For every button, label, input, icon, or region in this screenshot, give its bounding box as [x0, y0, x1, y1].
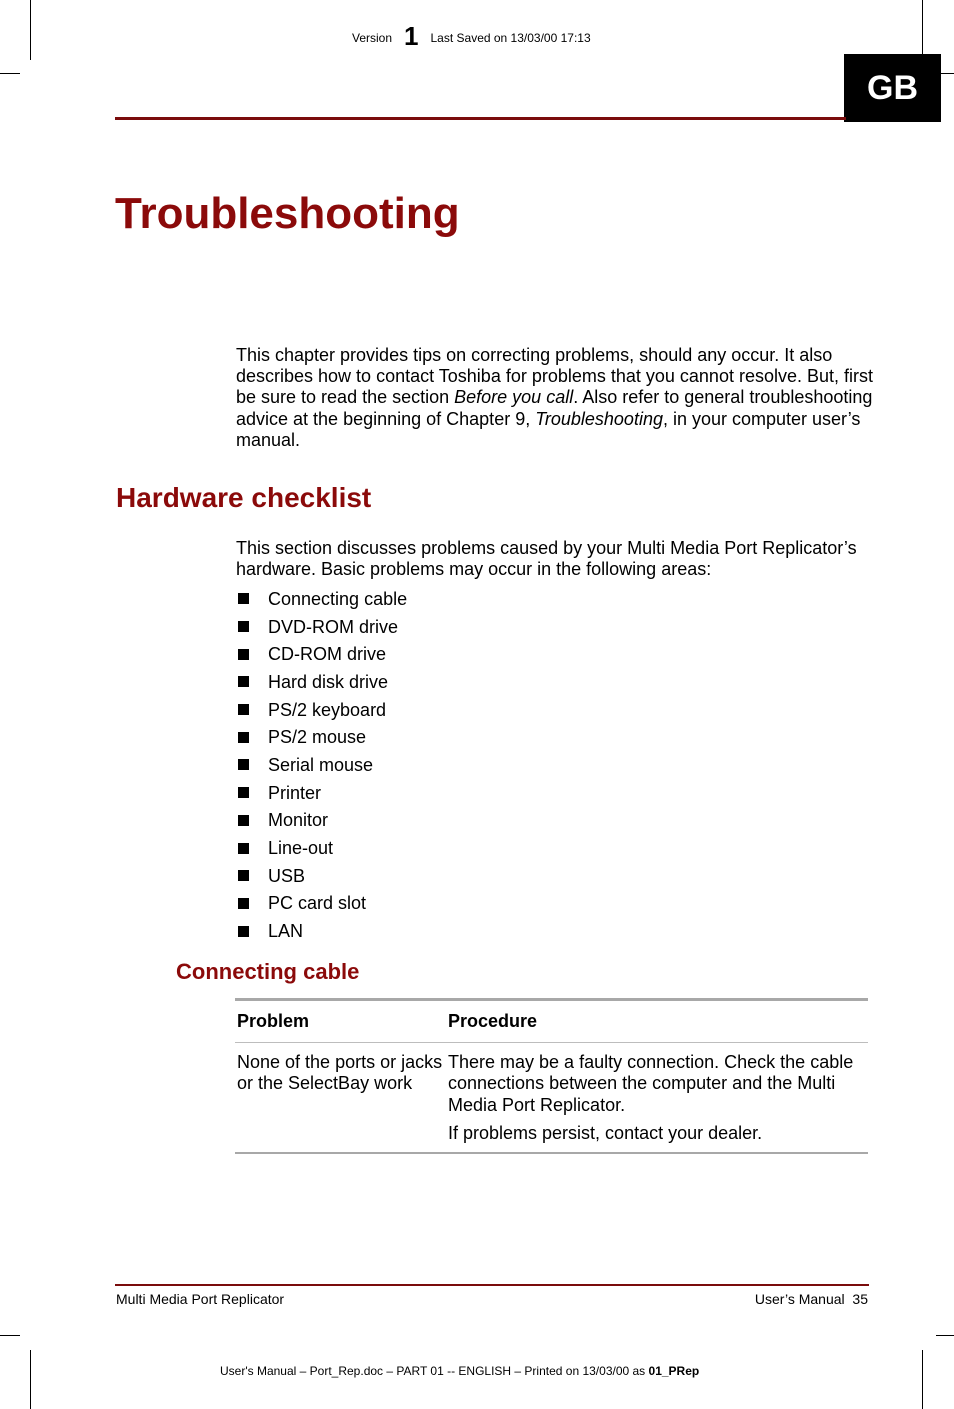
- square-bullet-icon: [238, 870, 249, 881]
- troubleshooting-table: [235, 998, 868, 1154]
- checklist-item: [236, 751, 407, 779]
- checklist-item: [236, 807, 407, 835]
- crop-mark-bottom-right-vertical: [922, 1350, 923, 1409]
- intro-paragraph: [236, 345, 876, 451]
- intro-text-1: This chapter provides tips on correcting problems, should any occur. It also describes how to contact Toshiba for problems that you cannot resolve. But, first be sure to read the section: [236, 345, 873, 408]
- checklist-item-label: PS/2 keyboard: [268, 699, 387, 720]
- crop-mark-bottom-left-vertical: [30, 1350, 31, 1409]
- square-bullet-icon: [238, 704, 249, 715]
- crop-mark-bottom-right-horizontal: [936, 1335, 954, 1336]
- procedure-cell: [448, 1043, 868, 1153]
- crop-mark-top-left-vertical: [30, 0, 31, 60]
- table-header-row: [235, 1000, 868, 1043]
- square-bullet-icon: [238, 676, 249, 687]
- last-saved-text: Last Saved on 13/03/00 17:13: [430, 31, 591, 45]
- square-bullet-icon: [238, 593, 249, 604]
- checklist-item-label: PC card slot: [268, 893, 367, 914]
- square-bullet-icon: [238, 815, 249, 826]
- checklist-item-label: Hard disk drive: [268, 671, 389, 692]
- hardware-checklist: [236, 585, 407, 945]
- square-bullet-icon: [238, 732, 249, 743]
- checklist-item: [236, 834, 407, 862]
- intro-text-3: , in your computer user’s manual.: [236, 408, 861, 450]
- checklist-item-label: USB: [268, 865, 306, 886]
- checklist-item-label: Line-out: [268, 838, 334, 859]
- print-info-line: [220, 1364, 699, 1378]
- checklist-item: [236, 640, 407, 668]
- crop-mark-top-left-horizontal: [0, 73, 20, 74]
- checklist-item: [236, 862, 407, 890]
- print-info-file-id: 01_PRep: [648, 1364, 700, 1378]
- version-label: Version: [352, 31, 393, 45]
- footer-product-name: Multi Media Port Replicator: [116, 1291, 285, 1307]
- checklist-item-label: PS/2 mouse: [268, 727, 367, 748]
- version-number: 1: [404, 21, 419, 51]
- checklist-item: [236, 696, 407, 724]
- checklist-item: [236, 723, 407, 751]
- checklist-item-label: DVD-ROM drive: [268, 616, 399, 637]
- checklist-item-label: CD-ROM drive: [268, 644, 387, 665]
- top-rule: [115, 117, 846, 120]
- intro-reference-before-you-call: Before you call: [454, 387, 574, 408]
- square-bullet-icon: [238, 621, 249, 632]
- checklist-item: [236, 779, 407, 807]
- checklist-item-label: Monitor: [268, 810, 329, 831]
- problem-column-header: Problem: [237, 1011, 310, 1031]
- bottom-rule: [115, 1284, 869, 1286]
- problem-cell: None of the ports or jacks or the SelectBay work: [237, 1052, 443, 1094]
- crop-mark-top-right-vertical: [922, 0, 923, 60]
- intro-text-2: . Also refer to general troubleshooting advice at the beginning of Chapter 9,: [236, 387, 873, 429]
- intro-reference-troubleshooting: Troubleshooting: [535, 408, 663, 429]
- square-bullet-icon: [238, 787, 249, 798]
- checklist-item-label: Serial mouse: [268, 754, 374, 775]
- footer-page-number: User’s Manual 35: [754, 1291, 868, 1307]
- connecting-cable-heading: Connecting cable: [176, 959, 360, 984]
- procedure-step: There may be a faulty connection. Check the cable connections between the computer and the Multi Media Port Replicator.: [448, 1052, 854, 1115]
- procedure-column-header: Procedure: [448, 1011, 538, 1031]
- procedure-step: If problems persist, contact your dealer.: [448, 1122, 763, 1143]
- checklist-item: [236, 585, 407, 613]
- checklist-item: [236, 668, 407, 696]
- page-title: Troubleshooting: [115, 189, 460, 238]
- checklist-item-label: Connecting cable: [268, 588, 408, 609]
- checklist-item: [236, 917, 407, 945]
- checklist-item-label: Printer: [268, 782, 322, 803]
- table-row: [235, 1043, 868, 1153]
- print-info-text: User's Manual – Port_Rep.doc – PART 01 -- ENGLISH – Printed on 13/03/00 as: [220, 1364, 649, 1378]
- checklist-item: [236, 890, 407, 918]
- square-bullet-icon: [238, 649, 249, 660]
- checklist-item-label: LAN: [268, 921, 304, 942]
- document-version-header: [352, 18, 591, 49]
- square-bullet-icon: [238, 898, 249, 909]
- crop-mark-bottom-left-horizontal: [0, 1335, 20, 1336]
- hardware-intro-paragraph: This section discusses problems caused by your Multi Media Port Replicator’s hardware. Basic problems may occur in the following areas:: [236, 538, 857, 580]
- checklist-item: [236, 613, 407, 641]
- square-bullet-icon: [238, 759, 249, 770]
- square-bullet-icon: [238, 926, 249, 937]
- square-bullet-icon: [238, 843, 249, 854]
- hardware-checklist-heading: Hardware checklist: [116, 482, 372, 513]
- language-tab: GB: [844, 54, 941, 122]
